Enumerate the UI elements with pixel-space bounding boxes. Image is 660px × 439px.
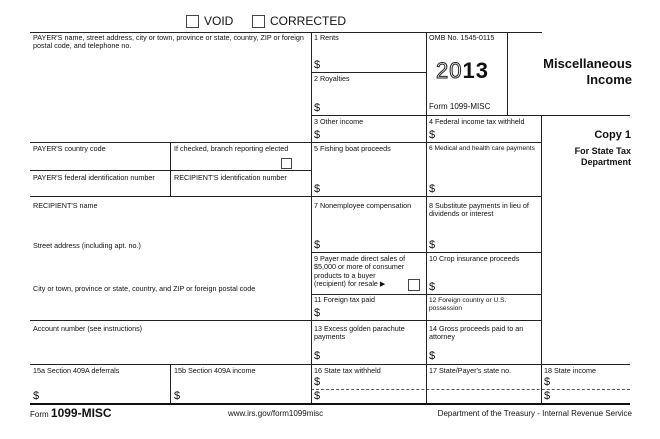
footer-form-prefix: Form [30, 410, 49, 419]
box-2-dollar: $ [314, 102, 321, 114]
void-checkbox[interactable] [186, 15, 199, 28]
box-4-label: 4 Federal income tax withheld [429, 117, 525, 126]
form-title-line1: Miscellaneous [543, 56, 632, 71]
box-2-label: 2 Royalties [314, 74, 350, 83]
box-18-dollar-2: $ [544, 390, 551, 402]
box-14-label: 14 Gross proceeds paid to an attorney [429, 324, 524, 342]
omb-number: OMB No. 1545-0115 [429, 33, 495, 42]
box-5-label: 5 Fishing boat proceeds [314, 144, 391, 153]
payer-country-code-label: PAYER'S country code [33, 144, 106, 153]
box-8-dollar: $ [429, 239, 436, 251]
box-11-label: 11 Foreign tax paid [314, 295, 375, 304]
recipient-name-label: RECIPIENT'S name [33, 201, 98, 210]
city-label: City or town, province or state, country, and ZIP or foreign postal code [33, 284, 256, 293]
box-15a-label: 15a Section 409A deferrals [33, 366, 120, 375]
account-number-label: Account number (see instructions) [33, 324, 143, 333]
form-name: Form 1099-MISC [429, 102, 491, 111]
copy-recipient-line1: For State Tax [574, 146, 631, 156]
box-1-dollar: $ [314, 59, 321, 71]
box-6-label: 6 Medical and health care payments [429, 145, 535, 152]
box-16-dollar-2: $ [314, 390, 321, 402]
box-10-label: 10 Crop insurance proceeds [429, 254, 520, 263]
box-3-label: 3 Other income [314, 117, 364, 126]
box-18-dollar-1: $ [544, 376, 551, 388]
payer-federal-id-label: PAYER'S federal identification number [33, 173, 155, 182]
void-label: VOID [204, 14, 234, 28]
box-8-label: 8 Substitute payments in lieu of dividends or interest [429, 201, 529, 219]
corrected-label: CORRECTED [270, 14, 347, 28]
street-address-label: Street address (including apt. no.) [33, 241, 141, 250]
box-17-label: 17 State/Payer's state no. [429, 366, 512, 375]
form-title-line2: Income [586, 72, 632, 87]
box-9-checkbox[interactable] [408, 279, 420, 291]
box-16-label: 16 State tax withheld [314, 366, 381, 375]
tax-year-suffix: 13 [462, 58, 489, 83]
box-10-dollar: $ [429, 281, 436, 293]
tax-year-prefix: 20 [436, 58, 463, 83]
payer-name-label: PAYER'S name, street address, city or town, province or state, country, ZIP or foreign postal code, and telephone no. [33, 33, 304, 51]
box-4-dollar: $ [429, 129, 436, 141]
box-11-dollar: $ [314, 307, 321, 319]
box-13-label: 13 Excess golden parachute payments [314, 324, 405, 342]
box-14-dollar: $ [429, 350, 436, 362]
recipient-id-label: RECIPIENT'S identification number [174, 173, 287, 182]
box-15b-label: 15b Section 409A income [174, 366, 256, 375]
copy-number: Copy 1 [594, 129, 631, 141]
branch-reporting-checkbox[interactable] [281, 158, 292, 169]
box-13-dollar: $ [314, 350, 321, 362]
footer-url[interactable]: www.irs.gov/form1099misc [228, 409, 324, 418]
box-15a-dollar: $ [33, 390, 40, 402]
box-5-dollar: $ [314, 183, 321, 195]
box-15b-dollar: $ [174, 390, 181, 402]
box-9-label: 9 Payer made direct sales of $5,000 or more of consumer products to a buyer (recipient) for resale ▶ [314, 254, 406, 289]
box-1-label: 1 Rents [314, 33, 339, 42]
box-12-label: 12 Foreign country or U.S. possession [429, 297, 507, 313]
copy-recipient-line2: Department [580, 157, 631, 167]
footer-form-name [30, 406, 112, 420]
corrected-checkbox[interactable] [252, 15, 265, 28]
footer-form-number: 1099-MISC [50, 406, 112, 420]
box-6-dollar: $ [429, 183, 436, 195]
box-18-label: 18 State income [544, 366, 596, 375]
tax-year [436, 58, 489, 84]
box-16-dollar-1: $ [314, 376, 321, 388]
box-7-label: 7 Nonemployee compensation [314, 201, 412, 210]
box-7-dollar: $ [314, 239, 321, 251]
branch-reporting-label: If checked, branch reporting elected [174, 144, 289, 153]
box-3-dollar: $ [314, 129, 321, 141]
footer-department: Department of the Treasury - Internal Revenue Service [437, 409, 632, 418]
